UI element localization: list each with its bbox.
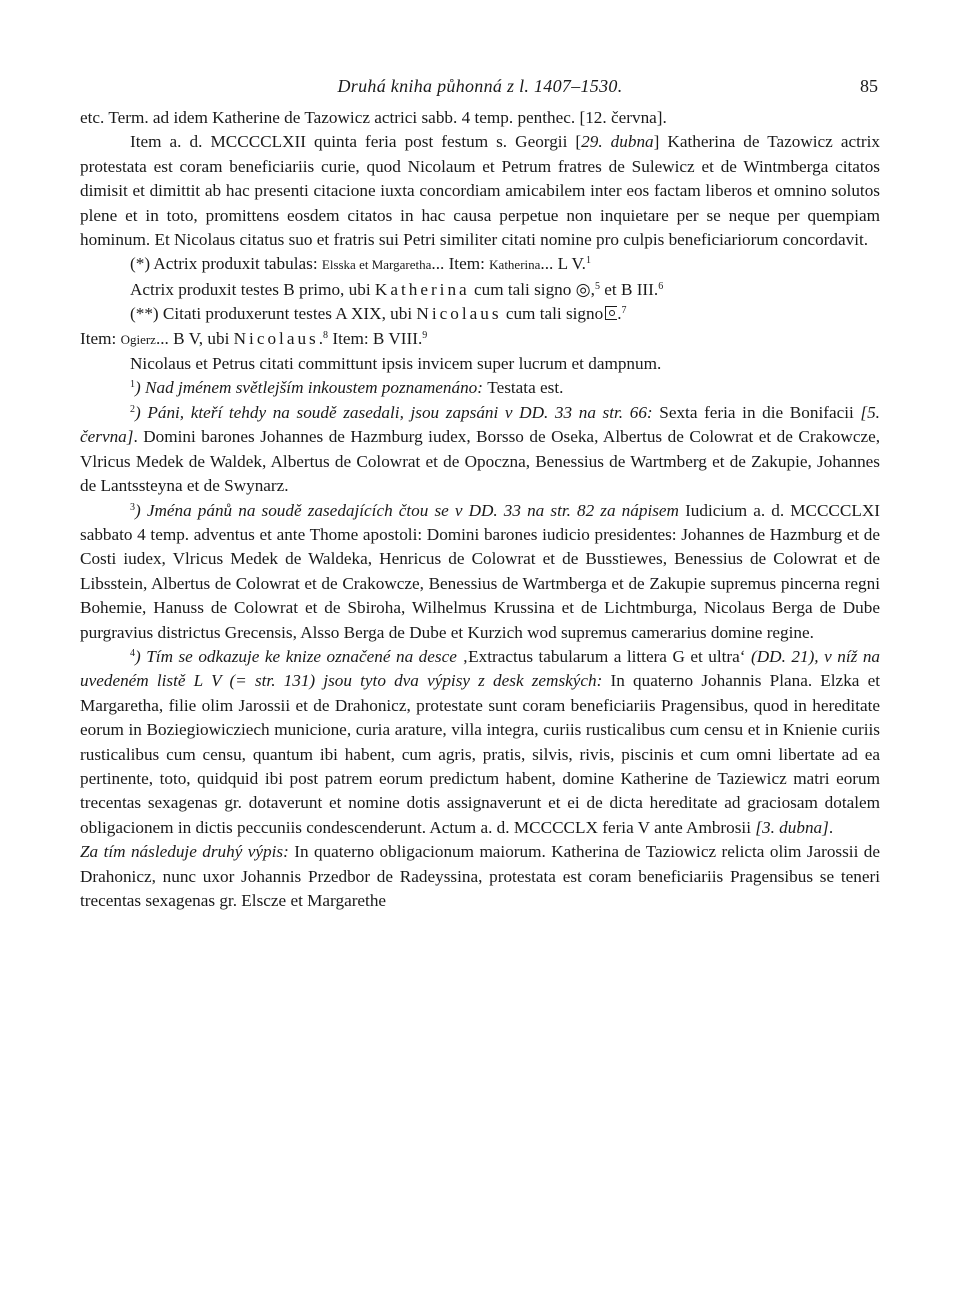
- small-caps-text: Ogierz: [120, 331, 156, 347]
- footnote: [80, 499, 880, 645]
- text-run: Testata est.: [487, 378, 564, 398]
- date-gloss: [5. června]: [80, 402, 880, 447]
- spaced-name: Nicolaus: [233, 328, 319, 348]
- editor-comment: ) Páni, kteří tehdy na soudě zasedali, jsou zapsáni v DD. 33 na str. 66:: [135, 402, 660, 422]
- editor-comment: Za tím následuje druhý výpis:: [80, 842, 295, 862]
- text-run: ] Katherina de Tazowicz actrix protestata est coram beneficiariis curie, quod Nicolaum et Petrum fratres de Sulewicz et de Wintmberga citatos dimisit et dimittit ab hac presenti citacione iuxta concordiam amicabilem inter eos factam liberos et omnino solutos plene et in toto, promittens eosdem citatos in hac causa perpetue non inquietare per se neque per quempiam hominum. Et Nicolaus citatus suo et fratris sui Petri similiter citati nomine pro culpis beneficiariorum concordavit.: [80, 132, 880, 250]
- text-run: . Domini barones Johannes de Hazmburg iudex, Borsso de Oseka, Albertus de Colowrat et de Crakowcze, Vlricus Medek de Waldek, Albertus de Colowrat et de Opoczna, Benessius de Wartmberg et de Zakupie, Johannes de Lantssteyna et de Swynarz.: [80, 427, 880, 496]
- seal-sign-icon: ◎: [575, 279, 591, 299]
- editor-comment: ) Tím se odkazuje ke knize označené na desce: [135, 646, 463, 666]
- footnote-number: 4: [130, 647, 135, 659]
- small-caps-text: Elsska et Margaretha: [321, 257, 432, 273]
- text-run: ‚Extractus tabularum a littera G et ultra‘: [462, 646, 746, 666]
- text-run: cum tali signo: [501, 304, 604, 324]
- paragraph: [80, 302, 880, 326]
- text-run: Item:: [80, 328, 121, 348]
- footnote: [80, 401, 880, 499]
- footnote: [80, 645, 880, 913]
- text-run: Item: B VIII.: [328, 328, 423, 348]
- text-run: ... Item:: [431, 254, 490, 274]
- footnote-ref: 7: [621, 305, 627, 317]
- body-text: [80, 106, 880, 376]
- editor-comment: ) Nad jménem světlejším inkoustem poznamenáno:: [135, 378, 488, 398]
- text-run: Iudicium a. d. MCCCCLXI sabbato 4 temp. adventus et ante Thome apostoli: Domini barones iudicio presidentes: Johannes de Hazmburg et de Costi iudex, Vlricus Medek de Waldeka, Henricus de Colowrat et de Busstiewes, Benessius de Colowrat et de Libsstein, Albertus de Colowrat et de Crakowcze, Benessius de Wartmberga et de Zakupie supremus pincerna regni Bohemie, Hanuss de Colowrat et de Sbiroha, Wilhelmus Krussina et de Lichtmburga, Nicolaus Berga de Dube purgravius districtus Grecensis, Alsso Berga de Dube et Kurzich wod supremus camerarius domine regine.: [80, 500, 880, 642]
- running-title: Druhá kniha půhonná z l. 1407–1530.: [337, 76, 623, 96]
- footnotes: [80, 376, 880, 913]
- text-run: ... L V.: [540, 254, 586, 274]
- text-run: et B III.: [599, 279, 659, 299]
- text-run: Sexta feria in die Bonifacii: [659, 402, 861, 422]
- date-gloss: [3. dubna]: [755, 817, 829, 837]
- text-run: cum tali signo: [469, 279, 576, 299]
- document-page: [80, 66, 880, 913]
- page-number: 85: [860, 76, 878, 96]
- paragraph: [80, 130, 880, 252]
- text-run: .: [828, 817, 834, 837]
- spaced-name: Nicolaus: [416, 304, 502, 324]
- text-run: ,: [590, 279, 595, 299]
- text-run: In quaterno Johannis Plana. Elzka et Margaretha, filie olim Jarossii et de Drahonicz, protestate sunt coram beneficiariis Pragensibus, quod in hereditate eorum in Boziegiowicziech municione, curia arature, villa integra, curiis rusticalibus cum censu et in Knienie curiis rusticalibus cum censu, quantum ibi habent, cum agris, pratis, silvis, rivis, piscinis et cum omni libertate ad ea pertinente, toto, quidquid ibi post patrem eorum predictum habent, domine Katherine de Taziewicz matri eorum trecentas sexagenas gr. dotaverunt et nomine dotis assignaverunt et ei de dicta hereditate ad graciosam dotalem obligacionem in dictis peccuniis condescenderunt. Actum a. d. MCCCCLX feria V ante Ambrosii: [80, 671, 880, 837]
- footnote-ref: 8: [323, 329, 329, 341]
- footnote-number: 2: [130, 403, 135, 415]
- paragraph: [80, 252, 880, 277]
- editor-comment: (DD. 21), v níž na uvedeném listě L V (= str. 131) jsou tyto dva výpisy z desk zemských:: [80, 646, 881, 691]
- spaced-name: Katherina: [374, 279, 470, 299]
- small-caps-text: Katherina: [489, 257, 541, 273]
- text-run: In quaterno obligacionum maiorum. Katherina de Taziowicz relicta olim Jarossii de Drahonicz, nunc uxor Johannis Przedbor de Radeyssina, protestata est coram beneficiariis Pragensibus se teneri trecentas sexagenas gr. Elscze et Margarethe: [80, 842, 880, 910]
- text-run: .: [318, 328, 324, 348]
- footnote-ref: 9: [422, 329, 428, 341]
- text-run: .: [617, 304, 622, 324]
- footnote: [80, 376, 880, 400]
- paragraph: [80, 327, 880, 352]
- paragraph: etc. Term. ad idem Katherine de Tazowicz actrici sabb. 4 temp. penthec. [12. června].: [80, 108, 667, 127]
- text-run: Item a. d. MCCCCLXII quinta feria post festum s. Georgii [: [130, 132, 582, 152]
- editor-comment: ) Jména pánů na soudě zasedajících čtou se v DD. 33 na str. 82 za nápisem: [135, 500, 686, 520]
- paragraph: [80, 278, 880, 302]
- text-run: (**) Citati produxerunt testes A XIX, ubi: [130, 304, 417, 324]
- footnote-ref: 1: [585, 255, 591, 267]
- running-head: [80, 66, 880, 106]
- text-run: (*) Actrix produxit tabulas:: [130, 254, 322, 274]
- footnote-ref: 6: [658, 280, 664, 292]
- seal-sign-icon: [605, 306, 617, 320]
- date-gloss: 29. dubna: [581, 132, 654, 152]
- footnote-number: 1: [130, 379, 135, 391]
- text-run: ... B V, ubi: [155, 328, 234, 348]
- paragraph: Nicolaus et Petrus citati committunt ipsis invicem super lucrum et dampnum.: [130, 354, 662, 374]
- footnote-number: 3: [130, 501, 135, 513]
- footnote-ref: 5: [594, 280, 600, 292]
- text-run: Actrix produxit testes B primo, ubi: [130, 279, 375, 299]
